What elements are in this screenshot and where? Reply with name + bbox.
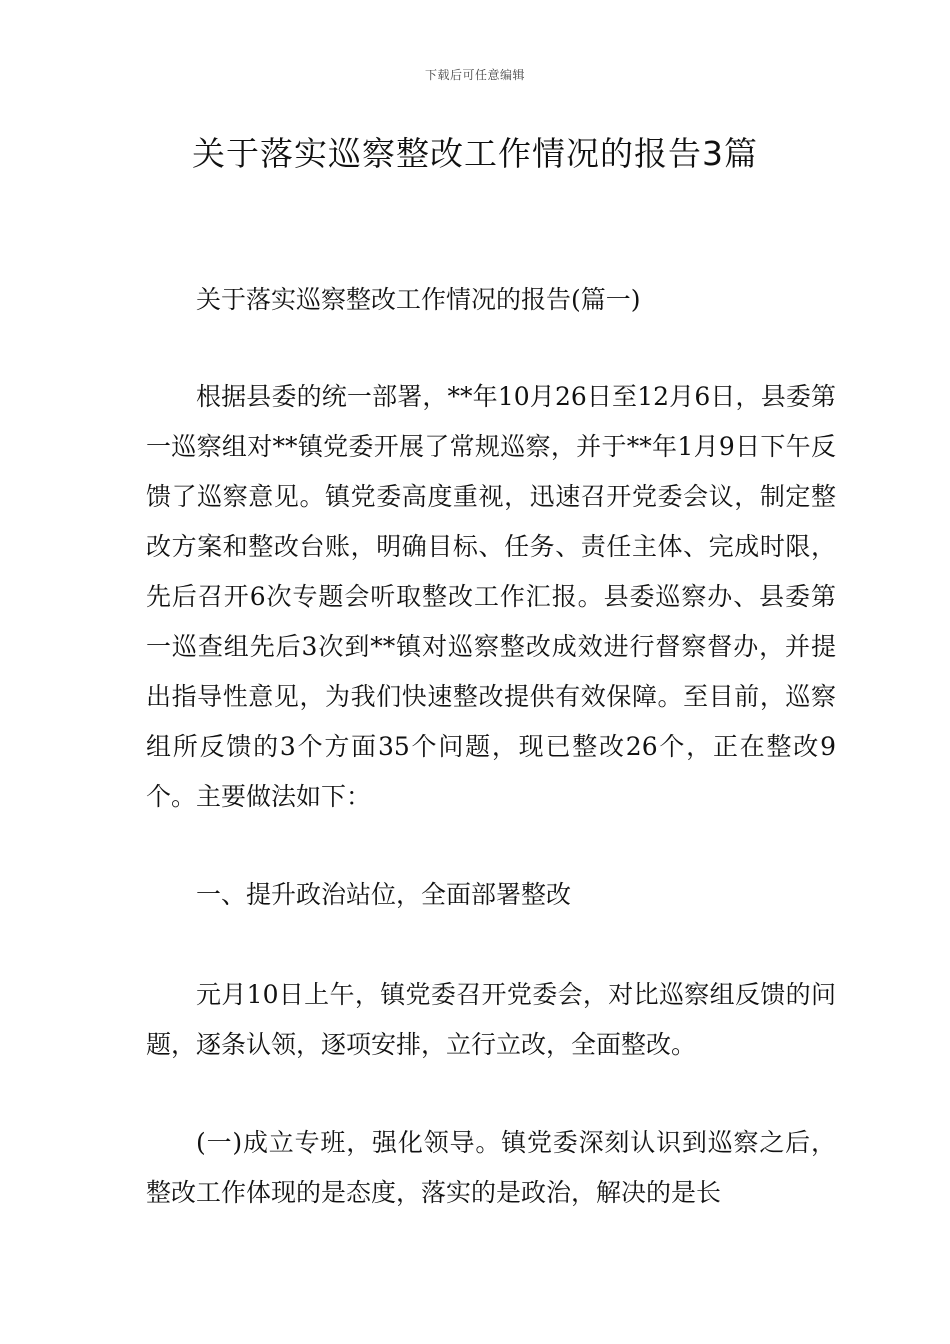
section-subtitle: 关于落实巡察整改工作情况的报告(篇一) (196, 285, 641, 314)
paragraph-special-team: (一)成立专班，强化领导。镇党委深刻认识到巡察之后，整改工作体现的是态度，落实的是政治，解决的是长 (146, 1128, 836, 1207)
paragraph-meeting: 元月10日上午，镇党委召开党委会，对比巡察组反馈的问题，逐条认领，逐项安排，立行立改，全面整改。 (146, 980, 836, 1059)
section-heading: 一、提升政治站位，全面部署整改 (196, 880, 572, 909)
paragraph-intro: 根据县委的统一部署，**年10月26日至12月6日，县委第一巡察组对**镇党委开展了常规巡察，并于**年1月9日下午反馈了巡察意见。镇党委高度重视，迅速召开党委会议，制定整改方案和整改台账，明确目标、任务、责任主体、完成时限，先后召开6次专题会听取整改工作汇报。县委巡察办、县委第一巡查组先后3次到**镇对巡察整改成效进行督察督办，并提出指导性意见，为我们快速整改提供有效保障。至目前，巡察组所反馈的3个方面35个问题，现已整改26个，正在整改9个。主要做法如下： (146, 382, 836, 811)
document-title: 关于落实巡察整改工作情况的报告3篇 (192, 134, 758, 173)
header-note: 下载后可任意编辑 (424, 68, 525, 82)
